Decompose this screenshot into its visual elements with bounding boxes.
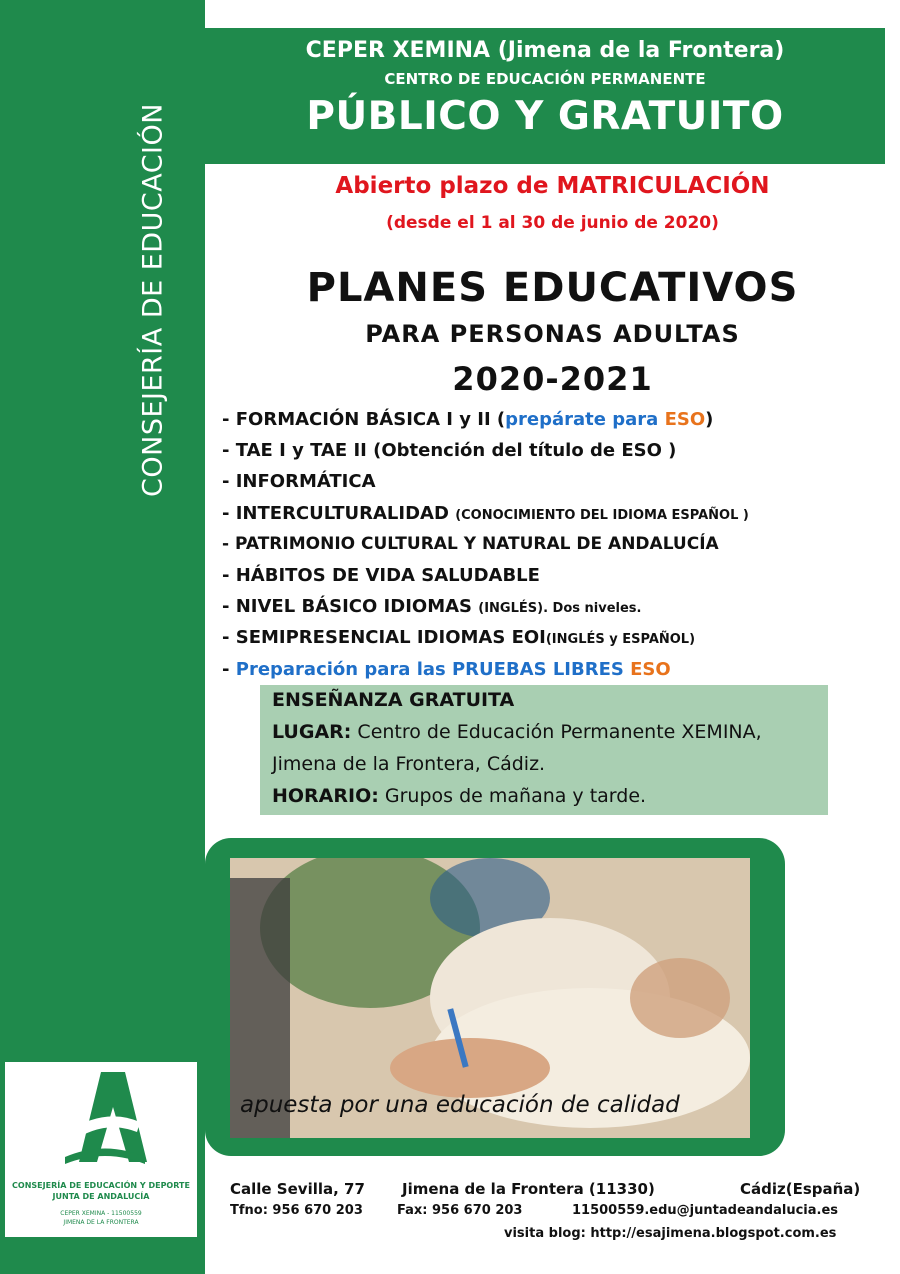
- item-note: (CONOCIMIENTO DEL IDIOMA ESPAÑOL ): [455, 507, 749, 523]
- list-item: [222, 498, 892, 529]
- contact-phone: Tfno: 956 670 203: [230, 1203, 363, 1218]
- logo-line-1: CONSEJERÍA DE EDUCACIÓN Y DEPORTE: [12, 1181, 190, 1190]
- contact-email[interactable]: 11500559.edu@juntadeandalucia.es: [572, 1203, 838, 1218]
- schedule-value: Grupos de mañana y tarde.: [378, 785, 647, 807]
- center-type: CENTRO DE EDUCACIÓN PERMANENTE: [384, 70, 706, 88]
- item-text: - TAE I y TAE II (Obtención del título de ESO ): [222, 440, 677, 462]
- consejeria-vertical-label: CONSEJERÍA DE EDUCACIÓN: [137, 103, 169, 497]
- list-item: [222, 622, 892, 653]
- enrollment-title: Abierto plazo de MATRICULACIÓN: [335, 173, 770, 199]
- contact-blog[interactable]: visita blog: http://esajimena.blogspot.com.es: [504, 1226, 837, 1241]
- contact-town: Jimena de la Frontera (11330): [402, 1180, 655, 1198]
- list-item: [222, 466, 892, 497]
- item-eso: ESO: [630, 658, 671, 680]
- item-text: -: [222, 658, 236, 680]
- item-highlight: Preparación para las PRUEBAS LIBRES: [235, 658, 631, 680]
- place-value-2: Jimena de la Frontera, Cádiz.: [272, 753, 546, 775]
- headline: PÚBLICO Y GRATUITO: [306, 94, 784, 139]
- item-eso: ESO: [664, 409, 706, 430]
- list-item: [222, 654, 892, 685]
- plans-years: 2020-2021: [452, 360, 653, 398]
- item-text: - INFORMÁTICA: [222, 471, 376, 493]
- item-text: - INTERCULTURALIDAD: [222, 502, 456, 524]
- list-item: [222, 591, 892, 622]
- schedule-line: [272, 785, 646, 807]
- free-text: ENSEÑANZA GRATUITA: [272, 689, 515, 711]
- list-item: [222, 435, 892, 466]
- item-text: - FORMACIÓN BÁSICA I y II (: [222, 409, 506, 430]
- plans-subtitle: PARA PERSONAS ADULTAS: [365, 320, 740, 348]
- place-label: LUGAR:: [272, 721, 352, 743]
- list-item: [222, 404, 892, 435]
- logo-line-3: CEPER XEMINA - 11500559: [60, 1210, 142, 1217]
- junta-andalucia-logo-icon: [5, 1062, 197, 1182]
- list-item: [222, 529, 892, 560]
- logo-line-2: JUNTA DE ANDALUCÍA: [52, 1192, 150, 1201]
- logo-line-4: JIMENA DE LA FRONTERA: [63, 1219, 139, 1226]
- schedule-label: HORARIO:: [272, 785, 379, 807]
- contact-street: Calle Sevilla, 77: [230, 1180, 365, 1198]
- list-item: [222, 560, 892, 591]
- item-text: - PATRIMONIO CULTURAL Y NATURAL DE ANDALUCÍA: [222, 533, 719, 554]
- contact-province: Cádiz(España): [740, 1180, 861, 1198]
- plans-list: [222, 404, 892, 685]
- item-note: (INGLÉS y ESPAÑOL): [545, 632, 696, 648]
- slogan: apuesta por una educación de calidad: [240, 1092, 680, 1118]
- place-line: [272, 721, 762, 743]
- plans-title: PLANES EDUCATIVOS: [306, 265, 799, 311]
- enrollment-dates: (desde el 1 al 30 de junio de 2020): [386, 213, 719, 233]
- center-name: CEPER XEMINA (Jimena de la Frontera): [305, 38, 785, 63]
- item-text: - NIVEL BÁSICO IDIOMAS: [222, 596, 479, 618]
- item-text: - SEMIPRESENCIAL IDIOMAS EOI: [222, 627, 546, 649]
- item-highlight: prepárate para: [505, 409, 665, 430]
- place-line-2: [272, 753, 545, 775]
- free-label: [272, 689, 514, 711]
- place-value: Centro de Educación Permanente XEMINA,: [351, 721, 762, 743]
- header-banner: [205, 28, 885, 164]
- item-text-end: ): [705, 409, 714, 430]
- contact-fax: Fax: 956 670 203: [397, 1203, 523, 1218]
- info-box: [260, 685, 828, 815]
- junta-logo: [5, 1062, 197, 1237]
- item-text: - HÁBITOS DE VIDA SALUDABLE: [222, 564, 540, 586]
- item-note: (INGLÉS). Dos niveles.: [478, 601, 642, 617]
